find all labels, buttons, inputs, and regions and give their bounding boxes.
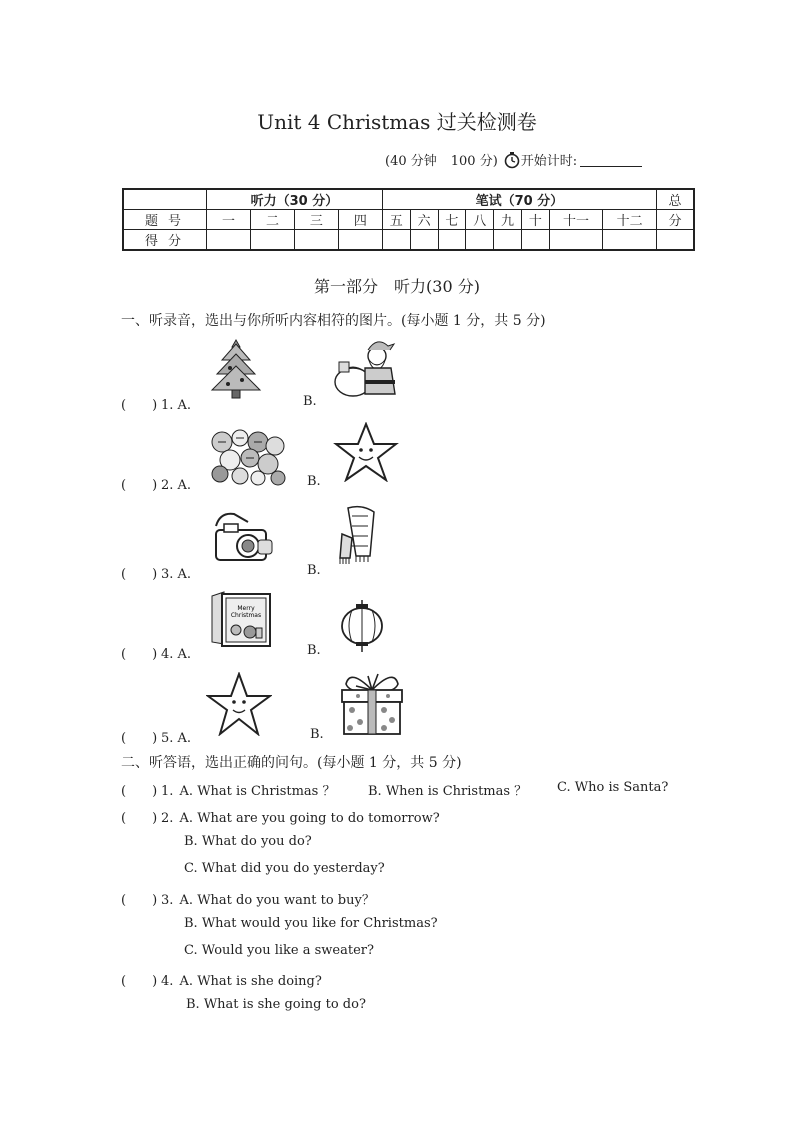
score-cell[interactable]: [549, 230, 603, 251]
answer-blank[interactable]: ( ): [121, 478, 158, 493]
total-score: 100 分): [450, 154, 498, 169]
score-cell[interactable]: [207, 230, 251, 251]
qnum-cell: 一: [207, 210, 251, 230]
item-number: 3. A.: [161, 567, 192, 582]
christmas-tree-icon[interactable]: [210, 338, 262, 400]
qnum-cell: 三: [294, 210, 338, 230]
qnum-cell: 九: [494, 210, 522, 230]
score-cell[interactable]: [382, 230, 410, 251]
option-a: A. What are you going to do tomorrow?: [179, 811, 440, 826]
score-cell[interactable]: [603, 230, 657, 251]
question-row-1: [121, 780, 335, 799]
score-label: 得分: [123, 230, 207, 251]
option-c: C. Would you like a sweater?: [184, 943, 374, 958]
score-cell[interactable]: [521, 230, 549, 251]
option-b-label: B.: [307, 563, 321, 578]
item-number: 2. A.: [161, 478, 192, 493]
question-row-4: [121, 970, 322, 989]
question-number: 3.: [161, 893, 174, 908]
option-a: A. What do you want to buy？: [179, 893, 375, 908]
time-limit: (40 分钟: [385, 154, 437, 169]
total-header: 总: [657, 189, 695, 210]
qnum-cell: 四: [338, 210, 382, 230]
option-b-label: B.: [310, 727, 324, 742]
score-cell[interactable]: [438, 230, 466, 251]
clock-icon: [504, 151, 520, 169]
listening-item-1: [121, 394, 191, 413]
score-cell[interactable]: [494, 230, 522, 251]
listening-item-4: [121, 643, 191, 662]
sweets-icon[interactable]: [208, 428, 288, 486]
answer-blank[interactable]: ( ): [121, 567, 158, 582]
qnum-cell: 六: [410, 210, 438, 230]
question-number: 2.: [161, 811, 174, 826]
listening-item-3: [121, 563, 191, 582]
part-one-heading: 第一部分 听力(30 分): [314, 277, 480, 296]
start-timer-label: 开始计时:: [520, 154, 578, 169]
qnum-cell: 十一: [549, 210, 603, 230]
option-a: A. What is Christmas ？: [179, 784, 336, 799]
answer-blank[interactable]: ( ): [121, 974, 158, 989]
qnum-cell: 十: [521, 210, 549, 230]
score-cell[interactable]: [250, 230, 294, 251]
exam-meta: [385, 150, 642, 169]
option-b-label: B.: [307, 643, 321, 658]
answer-blank[interactable]: ( ): [121, 811, 158, 826]
santa-with-sack-icon[interactable]: [333, 336, 399, 398]
scarf-icon[interactable]: [338, 504, 382, 568]
option-c: C. What did you do yesterday?: [184, 861, 385, 876]
greeting-card-icon[interactable]: [210, 590, 272, 648]
qnum-cell: 二: [250, 210, 294, 230]
score-table-corner: [123, 189, 207, 210]
score-table: [122, 188, 695, 251]
answer-blank[interactable]: ( ): [121, 784, 158, 799]
question-number: 1.: [161, 784, 174, 799]
option-a: A. What is she doing?: [179, 974, 322, 989]
qnum-cell: 八: [466, 210, 494, 230]
lantern-icon[interactable]: [338, 598, 386, 654]
listening-header: 听力（30 分）: [207, 189, 383, 210]
question-number: 4.: [161, 974, 174, 989]
option-b: B. What do you do?: [184, 834, 312, 849]
listening-item-2: [121, 474, 191, 493]
section-two-instruction: 二、听答语，选出正确的问句。(每小题 1 分，共 5 分): [121, 755, 462, 771]
timer-blank[interactable]: [580, 152, 642, 167]
qnum-cell: 七: [438, 210, 466, 230]
item-number: 4. A.: [161, 647, 192, 662]
option-b: B. What would you like for Christmas?: [184, 916, 438, 931]
score-cell[interactable]: [410, 230, 438, 251]
item-number: 1. A.: [161, 398, 192, 413]
answer-blank[interactable]: ( ): [121, 398, 158, 413]
option-b: B. What is she going to do?: [186, 997, 366, 1012]
question-number-label: 题号: [123, 210, 207, 230]
gift-box-icon[interactable]: [336, 670, 410, 736]
camera-icon[interactable]: [212, 512, 276, 568]
score-cell[interactable]: [338, 230, 382, 251]
item-number: 5. A.: [161, 731, 192, 746]
option-b: B. When is Christmas ？: [368, 784, 528, 799]
option-b-label: B.: [303, 394, 317, 409]
qnum-cell: 十二: [603, 210, 657, 230]
option-b-label: B.: [307, 474, 321, 489]
question-row-3: [121, 889, 375, 908]
smiling-star-icon[interactable]: [332, 422, 400, 482]
score-cell[interactable]: [294, 230, 338, 251]
svg-text:Christmas: Christmas: [230, 612, 262, 619]
score-cell[interactable]: [466, 230, 494, 251]
star-icon[interactable]: [206, 672, 272, 736]
page-title: Unit 4 Christmas 过关检测卷: [257, 110, 537, 134]
answer-blank[interactable]: ( ): [121, 731, 158, 746]
listening-item-5: [121, 727, 191, 746]
answer-blank[interactable]: ( ): [121, 647, 158, 662]
total-header-2: 分: [657, 210, 695, 230]
total-score-cell[interactable]: [657, 230, 695, 251]
writing-header: 笔试（70 分）: [382, 189, 656, 210]
question-row-2: [121, 807, 440, 826]
svg-text:Merry: Merry: [237, 605, 255, 612]
section-one-instruction: 一、听录音，选出与你所听内容相符的图片。(每小题 1 分，共 5 分): [121, 313, 546, 329]
option-c: C. Who is Santa?: [557, 780, 669, 795]
qnum-cell: 五: [382, 210, 410, 230]
answer-blank[interactable]: ( ): [121, 893, 158, 908]
